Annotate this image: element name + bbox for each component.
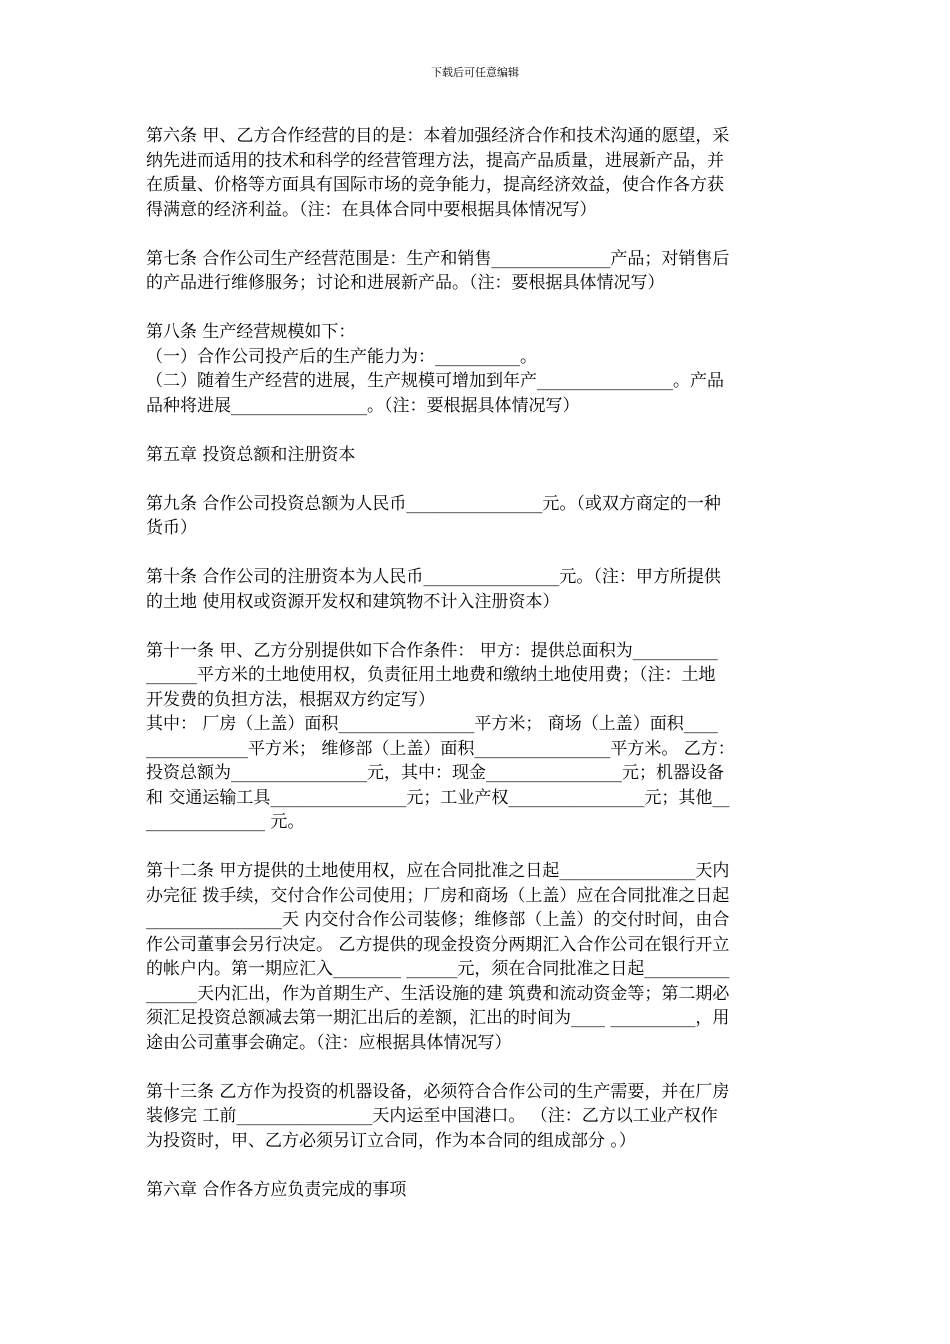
article-8-line: 第八条 生产经营规模如下： [146,322,356,342]
article-11 [146,639,806,835]
article-11-line: ______________ 元。 [146,812,305,832]
article-11-line: 第十一条 甲、乙方分别提供如下合作条件： 甲方：提供总面积为__________ [146,640,718,661]
article-12-line: 须汇足投资总额减去第一期汇出后的差额，汇出的时间为____ __________，用 [146,1008,730,1028]
article-8 [146,320,806,418]
article-11-line: 投资总额为________________元，其中：现金________________元；机器设备 [146,763,724,783]
article-12-line: ________________天 内交付合作公司装修；维修部（上盖）的交付时间，由合 [146,910,730,930]
article-12-line: 作公司董事会另行决定。 乙方提供的现金投资分两期汇入合作公司在银行开立 [146,934,730,955]
article-6-line: 得满意的经济利益。（注：在具体合同中要根据具体情况写） [146,199,597,220]
article-10-line: 第十条 合作公司的注册资本为人民币________________元。（注：甲方所提供 [146,567,721,587]
article-9-line: 第九条 合作公司投资总额为人民币________________元。（或双方商定的一种 [146,493,721,514]
article-8-line: （一）合作公司投产后的生产能力为：__________。 [146,346,537,367]
article-9-line: 货币） [146,518,197,538]
article-12-line: 的帐户内。第一期应汇入________ ______元，须在合同批准之日起__________ [146,959,730,979]
article-11-line: ____________平方米； 维修部（上盖）面积________________平方米。 乙方： [146,738,735,759]
document-body [146,124,806,1227]
article-11-line: ______平方米的土地使用权，负责征用土地费和缴纳土地使用费；（注：土地 [146,665,716,685]
article-9 [146,492,806,541]
article-8-line: （二）随着生产经营的进展，生产规模可增加到年产________________。产品 [146,371,724,391]
chapter-5-title [146,443,806,468]
article-6-line: 纳先进而适用的技术和科学的经营管理方法，提高产品质量，进展新产品，并 [146,150,724,171]
article-12-line: 办完征 拨手续，交付合作公司使用；厂房和商场（上盖）应在合同批准之日起 [146,885,730,906]
article-11-line: 和 交通运输工具________________元；工业产权________________元；其他__ [146,787,730,808]
article-13-line: 装修完 工前________________天内运至中国港口。 （注：乙方以工业产权作 [146,1106,718,1126]
article-7-line: 第七条 合作公司生产经营范围是：生产和销售______________产品；对销售后 [146,248,730,269]
article-12-line: 第十二条 甲方提供的土地使用权，应在合同批准之日起________________天内 [146,861,730,881]
article-10 [146,565,806,614]
article-13-line: 为投资时，甲、乙方必须另订立合同，作为本合同的组成部分 。） [146,1130,636,1151]
article-12 [146,859,806,1055]
article-11-line: 其中： 厂房（上盖）面积________________平方米； 商场（上盖）面积____ [146,714,718,734]
article-13-line: 第十三条 乙方作为投资的机器设备，必须符合合作公司的生产需要，并在厂房 [146,1081,730,1102]
chapter-5-heading: 第五章 投资总额和注册资本 [146,444,356,465]
article-12-line: 途由公司董事会确定。（注：应根据具体情况写） [146,1032,512,1053]
article-8-line: 品种将进展________________。（注：要根据具体情况写） [146,395,580,416]
article-6-line: 在质量、价格等方面具有国际市场的竞争能力，提高经济效益，使合作各方获 [146,175,724,195]
chapter-6-heading: 第六章 合作各方应负责完成的事项 [146,1179,407,1200]
article-6-line: 第六条 甲、乙方合作经营的目的是：本着加强经济合作和技术沟通的愿望，采 [146,126,730,146]
header-note: 下载后可任意编辑 [431,66,519,79]
article-10-line: 的土地 使用权或资源开发权和建筑物不计入注册资本） [146,591,560,612]
article-7-line: 的产品进行维修服务；讨论和进展新产品。（注：要根据具体情况写） [146,273,665,293]
article-13 [146,1080,806,1154]
article-11-line: 开发费的负担方法，根据双方约定写） [146,689,435,710]
chapter-6-title [146,1178,806,1203]
article-7 [146,247,806,296]
article-12-line: ______天内汇出，作为首期生产、生活设施的建 筑费和流动资金等；第二期必 [146,983,730,1004]
article-6 [146,124,806,222]
